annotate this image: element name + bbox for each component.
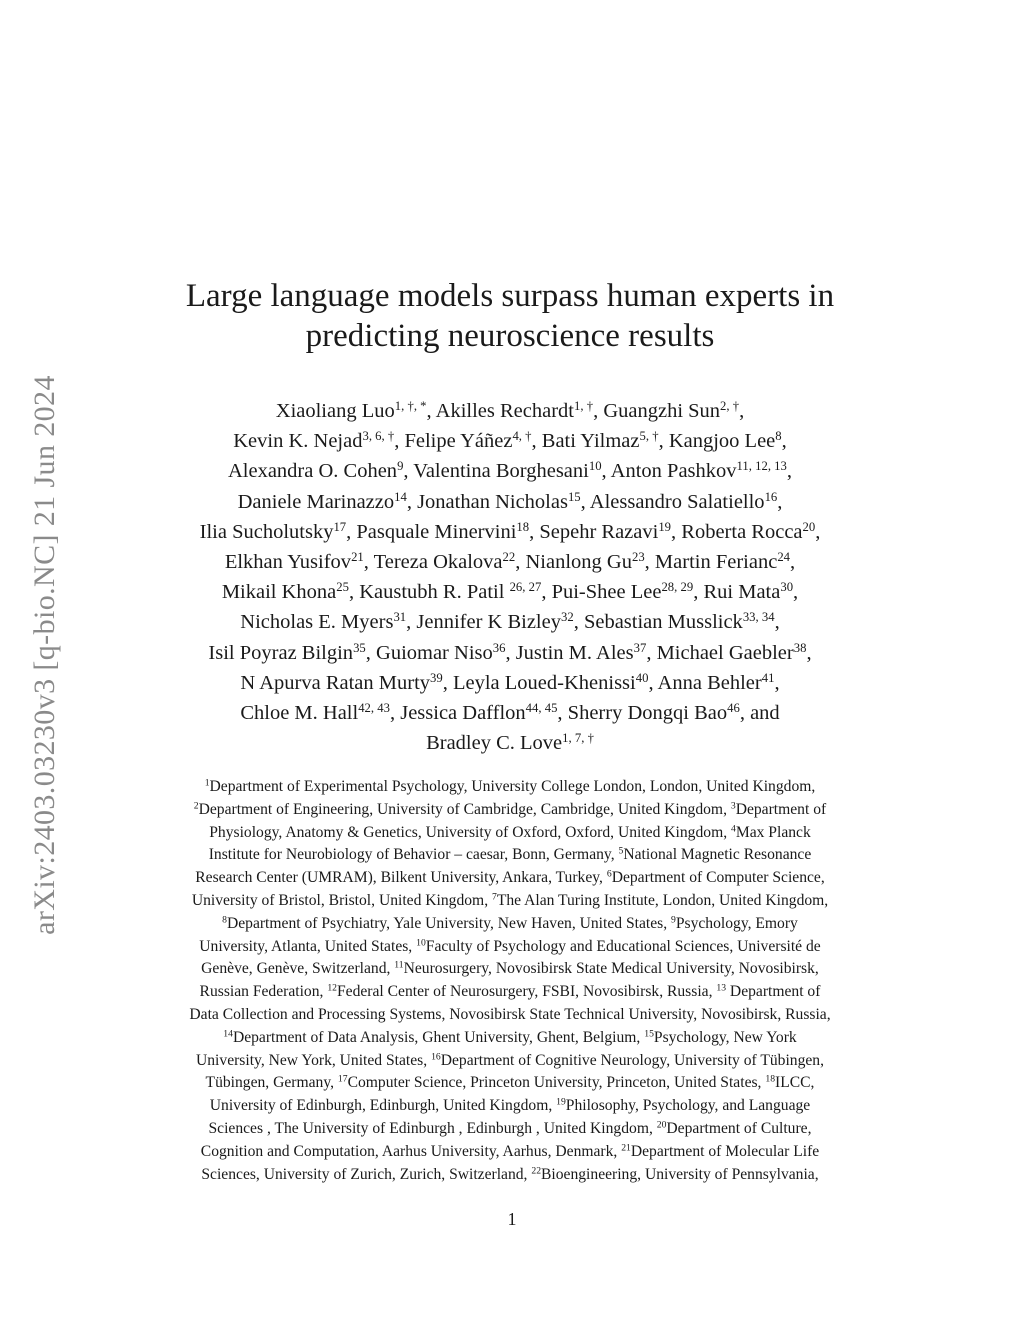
affiliation-marker: 19 [658,519,672,534]
affiliation-line [125,958,895,981]
author-line-text: , Akilles Rechardt [426,400,574,422]
affiliation-line-text: Physiology, Anatomy & Genetics, University of Oxford, Oxford, United Kingdom, [209,823,731,841]
affiliation-line-text: Department of Molecular Life [630,1142,820,1160]
affiliation-marker: 9 [671,914,676,926]
affiliation-line-text: Philosophy, Psychology, and Language [565,1097,811,1115]
affiliation-line-text: Russian Federation, [199,983,328,1001]
affiliation-marker: 7 [492,891,497,903]
affiliation-line-text: Tübingen, Germany, [205,1074,338,1092]
affiliation-marker: 16 [431,1051,441,1063]
affiliation-line [125,799,895,822]
author-line-text: , Anna Behler [648,671,762,694]
author-line-text: Chloe M. Hall [240,702,359,725]
affiliation-line [125,776,895,799]
affiliation-line-text: Department of Engineering, University of Cambridge, Cambridge, United Kingdom, [198,800,731,818]
affiliation-line [125,867,895,890]
affiliation-line-text: Max Planck [735,823,811,841]
affiliation-line-text: University of Bristol, Bristol, United Kingdom, [191,891,492,909]
affiliation-line-text: Department of Cognitive Neurology, University of Tübingen, [440,1051,824,1069]
affiliation-line-text: University, New York, United States, [196,1051,432,1069]
author-line-text: , [774,671,780,694]
affiliation-marker: 31 [393,610,407,625]
author-line-text: , [777,490,783,513]
affiliation-line-text: Faculty of Psychology and Educational Sciences, Université de [425,937,821,955]
author-line-text: , Kaustubh R. Patil [348,581,510,604]
author-line [110,396,910,426]
author-line-text: Isil Poyraz Bilgin [208,641,354,664]
affiliation-marker: 2 [193,800,199,812]
author-line-text: , [806,641,812,664]
affiliation-marker: 33, 34 [742,610,775,625]
affiliation-marker: 10 [588,459,602,474]
author-line-text: , [774,611,780,634]
author-line-text: , Guiomar Niso [365,641,493,664]
affiliation-marker: 22 [531,1165,542,1177]
affiliation-marker: 1, † [574,399,594,414]
affiliation-marker: 4, † [512,429,532,444]
affiliation-line [125,890,895,913]
affiliation-line-text: Research Center (UMRAM), Bilkent University, Ankara, Turkey, [195,869,607,887]
author-line-text: , Jennifer K Bizley [406,611,561,634]
affiliation-marker: 8 [775,429,782,444]
affiliation-line-text: University, Atlanta, United States, [199,937,417,955]
author-line [110,456,910,486]
affiliation-marker: 39 [430,670,443,685]
author-line-text: , Rui Mata [693,581,781,604]
author-line-text: , Anton Pashkov [601,460,737,483]
author-line-text: , Pui-Shee Lee [541,581,662,604]
author-line-text: , Sepehr Razavi [529,520,659,543]
author-line-text: , Bati Yilmaz [531,430,640,453]
affiliation-marker: 12 [327,982,337,994]
author-line-text: N Apurva Ratan Murty [240,671,431,694]
affiliation-line [125,1164,895,1187]
author-line-text: , [739,400,745,422]
affiliation-marker: 1 [204,777,210,789]
affiliation-marker: 14 [394,489,407,504]
affiliation-marker: 20 [656,1119,667,1131]
author-line-text: , Michael Gaebler [646,641,794,664]
paper-title-line: Large language models surpass human experts in [185,278,835,314]
affiliation-marker: 10 [416,937,426,949]
author-line [110,668,910,698]
author-line-text: , Sherry Dongqi Bao [557,702,728,725]
affiliation-line-text: Department of Data Analysis, Ghent University, Ghent, Belgium, [232,1028,645,1046]
affiliation-marker: 4 [731,823,736,835]
affiliation-marker: 1, †, * [394,399,427,414]
paper-title-line: predicting neuroscience results [305,318,715,354]
affiliation-line-text: Department of [735,800,827,818]
author-line-text: , and [739,702,780,725]
affiliation-marker: 20 [802,519,816,534]
author-line [110,698,910,728]
affiliation-marker: 38 [793,640,807,655]
affiliation-marker: 5 [618,846,624,858]
affiliation-marker: 41 [761,670,775,685]
arxiv-identifier-text: arXiv:2403.03230v3 [q-bio.NC] 21 Jun 2024 [28,375,62,935]
author-line-text: , [790,551,796,574]
affiliation-line [125,844,895,867]
affiliation-line-text: ILCC, [775,1074,815,1092]
affiliation-line-text: Sciences, University of Zurich, Zurich, Switzerland, [201,1165,532,1183]
affiliation-marker: 14 [223,1028,233,1040]
affiliation-line-text: Computer Science, Princeton University, Princeton, United States, [347,1074,766,1092]
author-line-text: Xiaoliang Luo [275,400,395,422]
arxiv-identifier [24,345,66,965]
author-line-text: , Jonathan Nicholas [406,490,568,513]
affiliation-marker: 21 [351,550,364,565]
author-line-text: , Martin Ferianc [644,551,778,574]
author-line-text: , Leyla Loued-Khenissi [442,671,636,694]
author-line-text: , Nianlong Gu [515,551,632,574]
author-line-text: , Justin M. Ales [505,641,634,664]
affiliation-marker: 18 [516,519,530,534]
affiliation-marker: 30 [780,580,794,595]
author-line-text: , [793,581,799,604]
affiliation-line [125,1072,895,1095]
affiliation-marker: 40 [635,670,649,685]
author-line-text: , Pasquale Minervini [346,520,517,543]
affiliation-line-text: Psychology, New York [653,1028,797,1046]
author-line-text: Mikail Khona [221,581,337,604]
author-line-text: Elkhan Yusifov [224,551,352,574]
affiliation-line-text: University of Edinburgh, Edinburgh, United Kingdom, [209,1097,557,1115]
author-list [110,396,910,758]
author-line [110,607,910,637]
affiliation-line-text: National Magnetic Resonance [623,846,812,864]
affiliation-marker: 37 [633,640,647,655]
affiliation-line-text: Data Collection and Processing Systems, Novosibirsk State Technical University, Novosibirsk, Russia, [189,1005,831,1023]
affiliation-line [125,1004,895,1027]
author-line [110,577,910,607]
author-line-text: , Guangzhi Sun [593,400,721,422]
affiliation-marker: 32 [560,610,574,625]
author-line-text: , Alessandro Salatiello [580,490,765,513]
page-number: 1 [507,1209,517,1229]
affiliation-line [125,981,895,1004]
affiliation-line-text: Genève, Genève, Switzerland, [201,960,395,978]
author-line-text: , Tereza Okalova [363,551,503,574]
affiliation-marker: 3, 6, † [362,429,395,444]
affiliation-marker: 16 [764,489,778,504]
affiliation-marker: 46 [727,701,740,716]
affiliation-line-text: Department of Psychiatry, Yale University, New Haven, United States, [226,914,672,932]
affiliation-marker: 3 [730,800,736,812]
affiliation-marker: 42, 43 [358,701,390,716]
affiliation-line [125,1027,895,1050]
affiliation-marker: 19 [556,1096,566,1108]
affiliation-marker: 24 [777,550,791,565]
affiliation-marker: 26, 27 [509,580,542,595]
paper-title [130,276,890,356]
affiliation-marker: 36 [492,640,506,655]
author-line [110,426,910,456]
author-line-text: , [786,460,792,483]
affiliation-line-text: The Alan Turing Institute, London, United Kingdom, [496,891,829,909]
affiliation-marker: 21 [621,1142,631,1154]
affiliation-marker: 15 [567,489,581,504]
affiliation-marker: 35 [353,640,366,655]
affiliation-line [125,1095,895,1118]
affiliation-line [125,1141,895,1164]
affiliation-line-text: Department of Culture, [666,1119,812,1137]
affiliation-line [125,936,895,959]
author-line-text: , Kangjoo Lee [658,430,776,453]
affiliation-marker: 2, † [720,399,740,414]
affiliation-marker: 13 [716,982,727,994]
affiliation-marker: 15 [644,1028,654,1040]
affiliation-marker: 44, 45 [525,701,558,716]
affiliation-line-text: Department of Experimental Psychology, University College London, London, United Kingdom, [209,778,816,795]
author-line-text: , [781,430,787,453]
affiliation-line [125,1050,895,1073]
affiliation-list [125,776,895,1186]
affiliation-marker: 1, 7, † [562,731,594,746]
author-line-text: Ilia Sucholutsky [199,520,334,543]
affiliation-marker: 25 [336,580,349,595]
affiliation-line-text: Cognition and Computation, Aarhus University, Aarhus, Denmark, [200,1142,622,1160]
author-line [110,517,910,547]
author-line-text: Bradley C. Love [426,732,563,755]
affiliation-line-text: Federal Center of Neurosurgery, FSBI, Novosibirsk, Russia, [336,983,717,1001]
author-line [110,728,910,758]
author-line-text: , [815,520,821,543]
affiliation-line [125,1118,895,1141]
affiliation-marker: 17 [333,519,347,534]
affiliation-line [125,822,895,845]
affiliation-marker: 28, 29 [661,580,694,595]
affiliation-line-text: Psychology, Emory [675,914,798,932]
affiliation-line-text: Neurosurgery, Novosibirsk State Medical University, Novosibirsk, [403,960,819,978]
author-line-text: , Valentina Borghesani [403,460,589,483]
affiliation-marker: 5, † [639,429,659,444]
affiliation-line-text: Bioengineering, University of Pennsylvania, [541,1165,819,1183]
author-line-text: Alexandra O. Cohen [227,460,398,483]
affiliation-marker: 22 [502,550,516,565]
author-line-text: Kevin K. Nejad [233,430,363,453]
affiliation-line-text: Institute for Neurobiology of Behavior – caesar, Bonn, Germany, [208,846,619,864]
author-line [110,487,910,517]
affiliation-line-text: Sciences , The University of Edinburgh , Edinburgh , United Kingdom, [208,1119,657,1137]
affiliation-marker: 9 [397,459,404,474]
affiliation-marker: 17 [337,1074,348,1086]
affiliation-marker: 8 [222,914,227,926]
affiliation-marker: 11, 12, 13 [736,459,787,474]
affiliation-line [125,913,895,936]
affiliation-marker: 11 [394,960,404,972]
author-line-text: , Felipe Yáñez [394,430,513,453]
affiliation-marker: 6 [606,868,612,880]
affiliation-line-text: Department of Computer Science, [611,869,825,887]
author-line [110,638,910,668]
author-line-text: , Jessica Dafflon [389,702,526,725]
affiliation-marker: 23 [631,550,645,565]
author-line [110,547,910,577]
affiliation-marker: 18 [765,1074,776,1086]
author-line-text: , Sebastian Musslick [573,611,743,634]
author-line-text: Daniele Marinazzo [237,490,395,513]
affiliation-line-text: Department of [726,983,821,1001]
author-line-text: Nicholas E. Myers [240,611,394,634]
author-line-text: , Roberta Rocca [671,520,803,543]
